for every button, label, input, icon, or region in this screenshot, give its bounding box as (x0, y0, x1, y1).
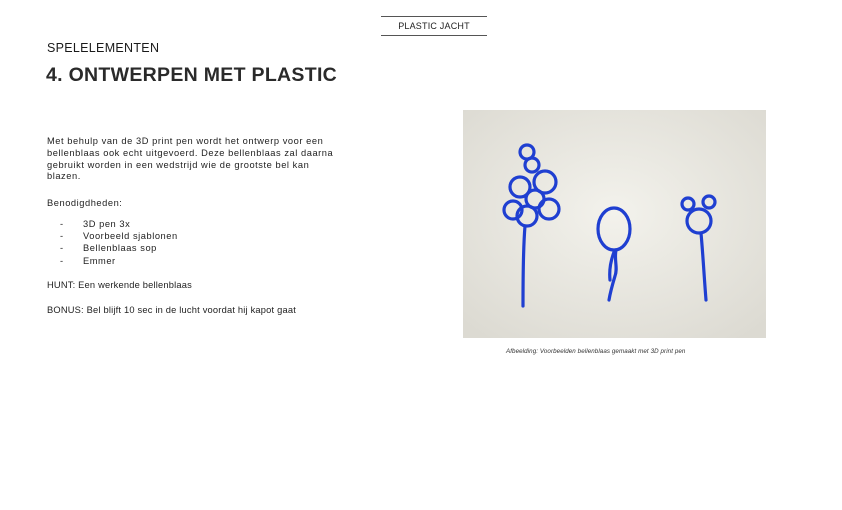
figure-caption: Afbeelding: Voorbeelden bellenblaas gemaakt met 3D print pen (506, 348, 686, 355)
section-label: SPELELEMENTEN (47, 41, 160, 55)
intro-paragraph: Met behulp van de 3D print pen wordt het ontwerp voor een bellenblaas ook echt uitgevoerd. Deze bellenblaas zal daarna gebruikt worden in een wedstrijd wie de grootste bel kan blazen. (47, 136, 334, 182)
header-tag: PLASTIC JACHT (381, 16, 487, 36)
body-text (47, 136, 347, 316)
needs-list (47, 218, 347, 267)
list-item (47, 230, 347, 242)
list-item-text: 3D pen 3x (83, 218, 131, 229)
needs-heading: Benodigdheden: (47, 198, 123, 209)
list-item-text: Emmer (83, 255, 116, 266)
list-dash: - (60, 243, 64, 254)
bubble-wands-illustration (463, 110, 766, 338)
list-dash: - (60, 218, 64, 229)
list-item-text: Bellenblaas sop (83, 243, 157, 254)
photo-background (463, 110, 766, 338)
list-item-text: Voorbeeld sjablonen (83, 231, 178, 242)
list-item (47, 255, 347, 267)
list-dash: - (60, 255, 64, 266)
bonus-line: BONUS: Bel blijft 10 sec in de lucht voordat hij kapot gaat (47, 304, 296, 315)
hunt-line: HUNT: Een werkende bellenblaas (47, 279, 193, 290)
list-item (47, 218, 347, 230)
bubble-wands-photo (463, 110, 766, 338)
page-title: 4. ONTWERPEN MET PLASTIC (46, 64, 338, 86)
list-dash: - (60, 231, 64, 242)
list-item (47, 242, 347, 254)
